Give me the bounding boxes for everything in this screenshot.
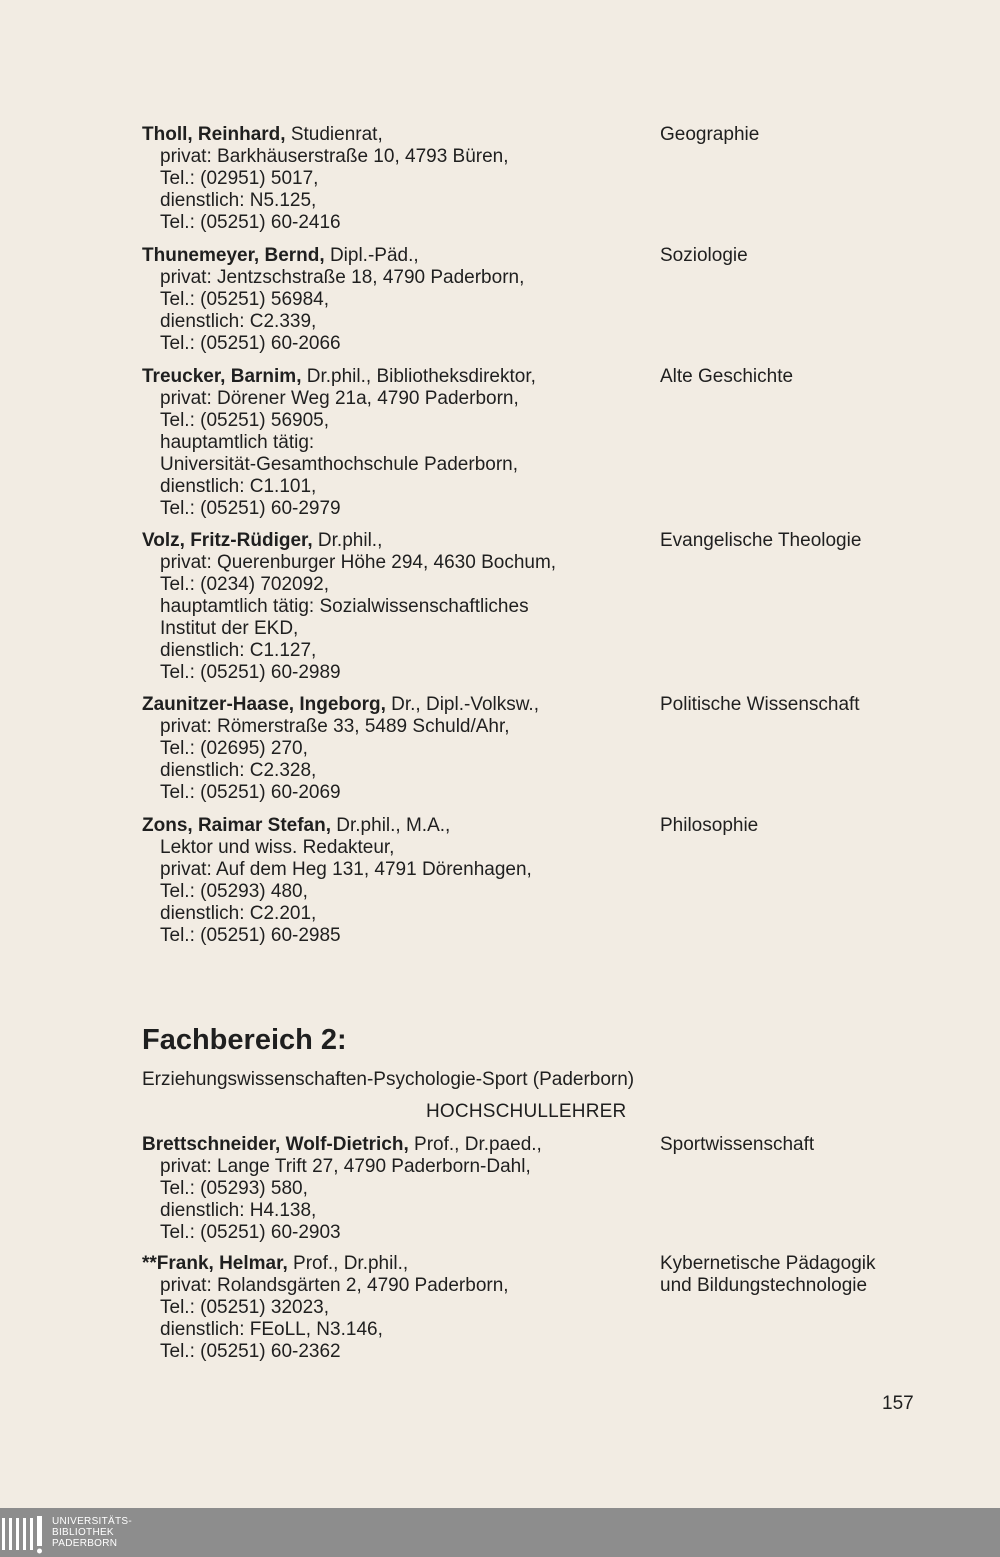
entry-details <box>142 815 642 947</box>
entry-line: Tel.: (05251) 56905, <box>160 410 330 431</box>
person-name: Zons, Raimar Stefan, <box>142 815 331 836</box>
entry-heading <box>142 694 642 716</box>
person-title: Studienrat, <box>285 124 383 145</box>
person-title: Prof., Dr.phil., <box>287 1253 409 1274</box>
entry-details <box>142 245 642 355</box>
entry-line: privat: Lange Trift 27, 4790 Paderborn-Dahl, <box>160 1156 531 1177</box>
entry-line: Tel.: (05251) 32023, <box>160 1297 330 1318</box>
entry-line: Tel.: (05251) 60-2903 <box>160 1222 341 1243</box>
person-name: Thunemeyer, Bernd, <box>142 245 325 266</box>
entry-line: Tel.: (05293) 480, <box>160 881 308 902</box>
entry-line: dienstlich: C2.328, <box>160 760 317 781</box>
entry-line: Tel.: (02695) 270, <box>160 738 308 759</box>
entry-line: dienstlich: C2.201, <box>160 903 317 924</box>
entry-details <box>142 530 642 684</box>
entry-heading <box>142 245 642 267</box>
entry-heading <box>142 815 642 837</box>
subject-area: Sportwissenschaft <box>660 1134 815 1155</box>
section-heading: HOCHSCHULLEHRER <box>426 1101 627 1122</box>
entry-heading <box>142 124 642 146</box>
person-name: Tholl, Reinhard, <box>142 124 286 145</box>
entry-line: dienstlich: C1.127, <box>160 640 317 661</box>
entry-line: privat: Barkhäuserstraße 10, 4793 Büren, <box>160 146 509 167</box>
entry-line: Tel.: (05251) 60-2416 <box>160 212 341 233</box>
person-title: Dr.phil., M.A., <box>331 815 451 836</box>
entry-details <box>142 366 642 520</box>
page-number: 157 <box>882 1393 914 1414</box>
person-title: Dr.phil., <box>312 530 383 551</box>
entry-details <box>142 124 642 234</box>
subject-area: Kybernetische Pädagogik und Bildungstechnologie <box>660 1253 876 1296</box>
entry-details <box>142 1134 642 1244</box>
person-name: Volz, Fritz-Rüdiger, <box>142 530 313 551</box>
entry-line: hauptamtlich tätig: <box>160 432 315 453</box>
entry-line: dienstlich: C2.339, <box>160 311 317 332</box>
entry-line: privat: Rolandsgärten 2, 4790 Paderborn, <box>160 1275 509 1296</box>
entry-line: dienstlich: C1.101, <box>160 476 317 497</box>
library-logo-text <box>52 1516 132 1549</box>
entry-line: Tel.: (05251) 56984, <box>160 289 330 310</box>
person-name: Treucker, Barnim, <box>142 366 302 387</box>
entry-line: privat: Römerstraße 33, 5489 Schuld/Ahr, <box>160 716 510 737</box>
entry-line: Tel.: (05251) 60-2069 <box>160 782 341 803</box>
subject-area: Alte Geschichte <box>660 366 794 387</box>
entry-details <box>142 694 642 804</box>
logo-line: UNIVERSITÄTS- <box>52 1516 133 1527</box>
person-name: Brettschneider, Wolf-Dietrich, <box>142 1134 409 1155</box>
person-name: **Frank, Helmar, <box>142 1253 288 1274</box>
entry-heading <box>142 366 642 388</box>
entry-line: Tel.: (05251) 60-2985 <box>160 925 341 946</box>
entry-line: Institut der EKD, <box>160 618 299 639</box>
person-name: Zaunitzer-Haase, Ingeborg, <box>142 694 386 715</box>
logo-line: BIBLIOTHEK <box>52 1527 114 1538</box>
entry-line: Tel.: (02951) 5017, <box>160 168 319 189</box>
entry-line: dienstlich: H4.138, <box>160 1200 317 1221</box>
entry-heading <box>142 1134 642 1156</box>
person-title: Dr., Dipl.-Volksw., <box>385 694 539 715</box>
entry-line: privat: Dörener Weg 21a, 4790 Paderborn, <box>160 388 519 409</box>
person-title: Dr.phil., Bibliotheksdirektor, <box>301 366 536 387</box>
entry-heading <box>142 1253 642 1275</box>
entry-line: hauptamtlich tätig: Sozialwissenschaftliches <box>160 596 529 617</box>
entry-line: privat: Jentzschstraße 18, 4790 Paderborn, <box>160 267 525 288</box>
entry-line: Universität-Gesamthochschule Paderborn, <box>160 454 519 475</box>
subject-area: Geographie <box>660 124 760 145</box>
entry-heading <box>142 530 642 552</box>
section-title: Fachbereich 2: <box>142 1024 347 1056</box>
subject-area: Politische Wissenschaft <box>660 694 860 715</box>
entry-line: Tel.: (05251) 60-2989 <box>160 662 341 683</box>
entry-line: dienstlich: N5.125, <box>160 190 317 211</box>
entry-line: Tel.: (05251) 60-2362 <box>160 1341 341 1362</box>
subject-area: Soziologie <box>660 245 748 266</box>
entry-line: Tel.: (05293) 580, <box>160 1178 308 1199</box>
logo-line: PADERBORN <box>52 1538 118 1549</box>
entry-line: Tel.: (05251) 60-2979 <box>160 498 341 519</box>
library-footer-bar <box>0 1508 1000 1557</box>
subject-area: Philosophie <box>660 815 759 836</box>
entry-line: privat: Querenburger Höhe 294, 4630 Bochum, <box>160 552 557 573</box>
entry-line: dienstlich: FEoLL, N3.146, <box>160 1319 383 1340</box>
entry-line: privat: Auf dem Heg 131, 4791 Dörenhagen, <box>160 859 532 880</box>
entry-line: Tel.: (05251) 60-2066 <box>160 333 341 354</box>
entry-line: Lektor und wiss. Redakteur, <box>160 837 395 858</box>
person-title: Prof., Dr.paed., <box>408 1134 542 1155</box>
subject-area: Evangelische Theologie <box>660 530 862 551</box>
person-title: Dipl.-Päd., <box>324 245 419 266</box>
entry-details <box>142 1253 642 1363</box>
section-subtitle: Erziehungswissenschaften-Psychologie-Sport (Paderborn) <box>142 1069 635 1090</box>
library-logo-icon <box>0 1514 46 1554</box>
entry-line: Tel.: (0234) 702092, <box>160 574 330 595</box>
